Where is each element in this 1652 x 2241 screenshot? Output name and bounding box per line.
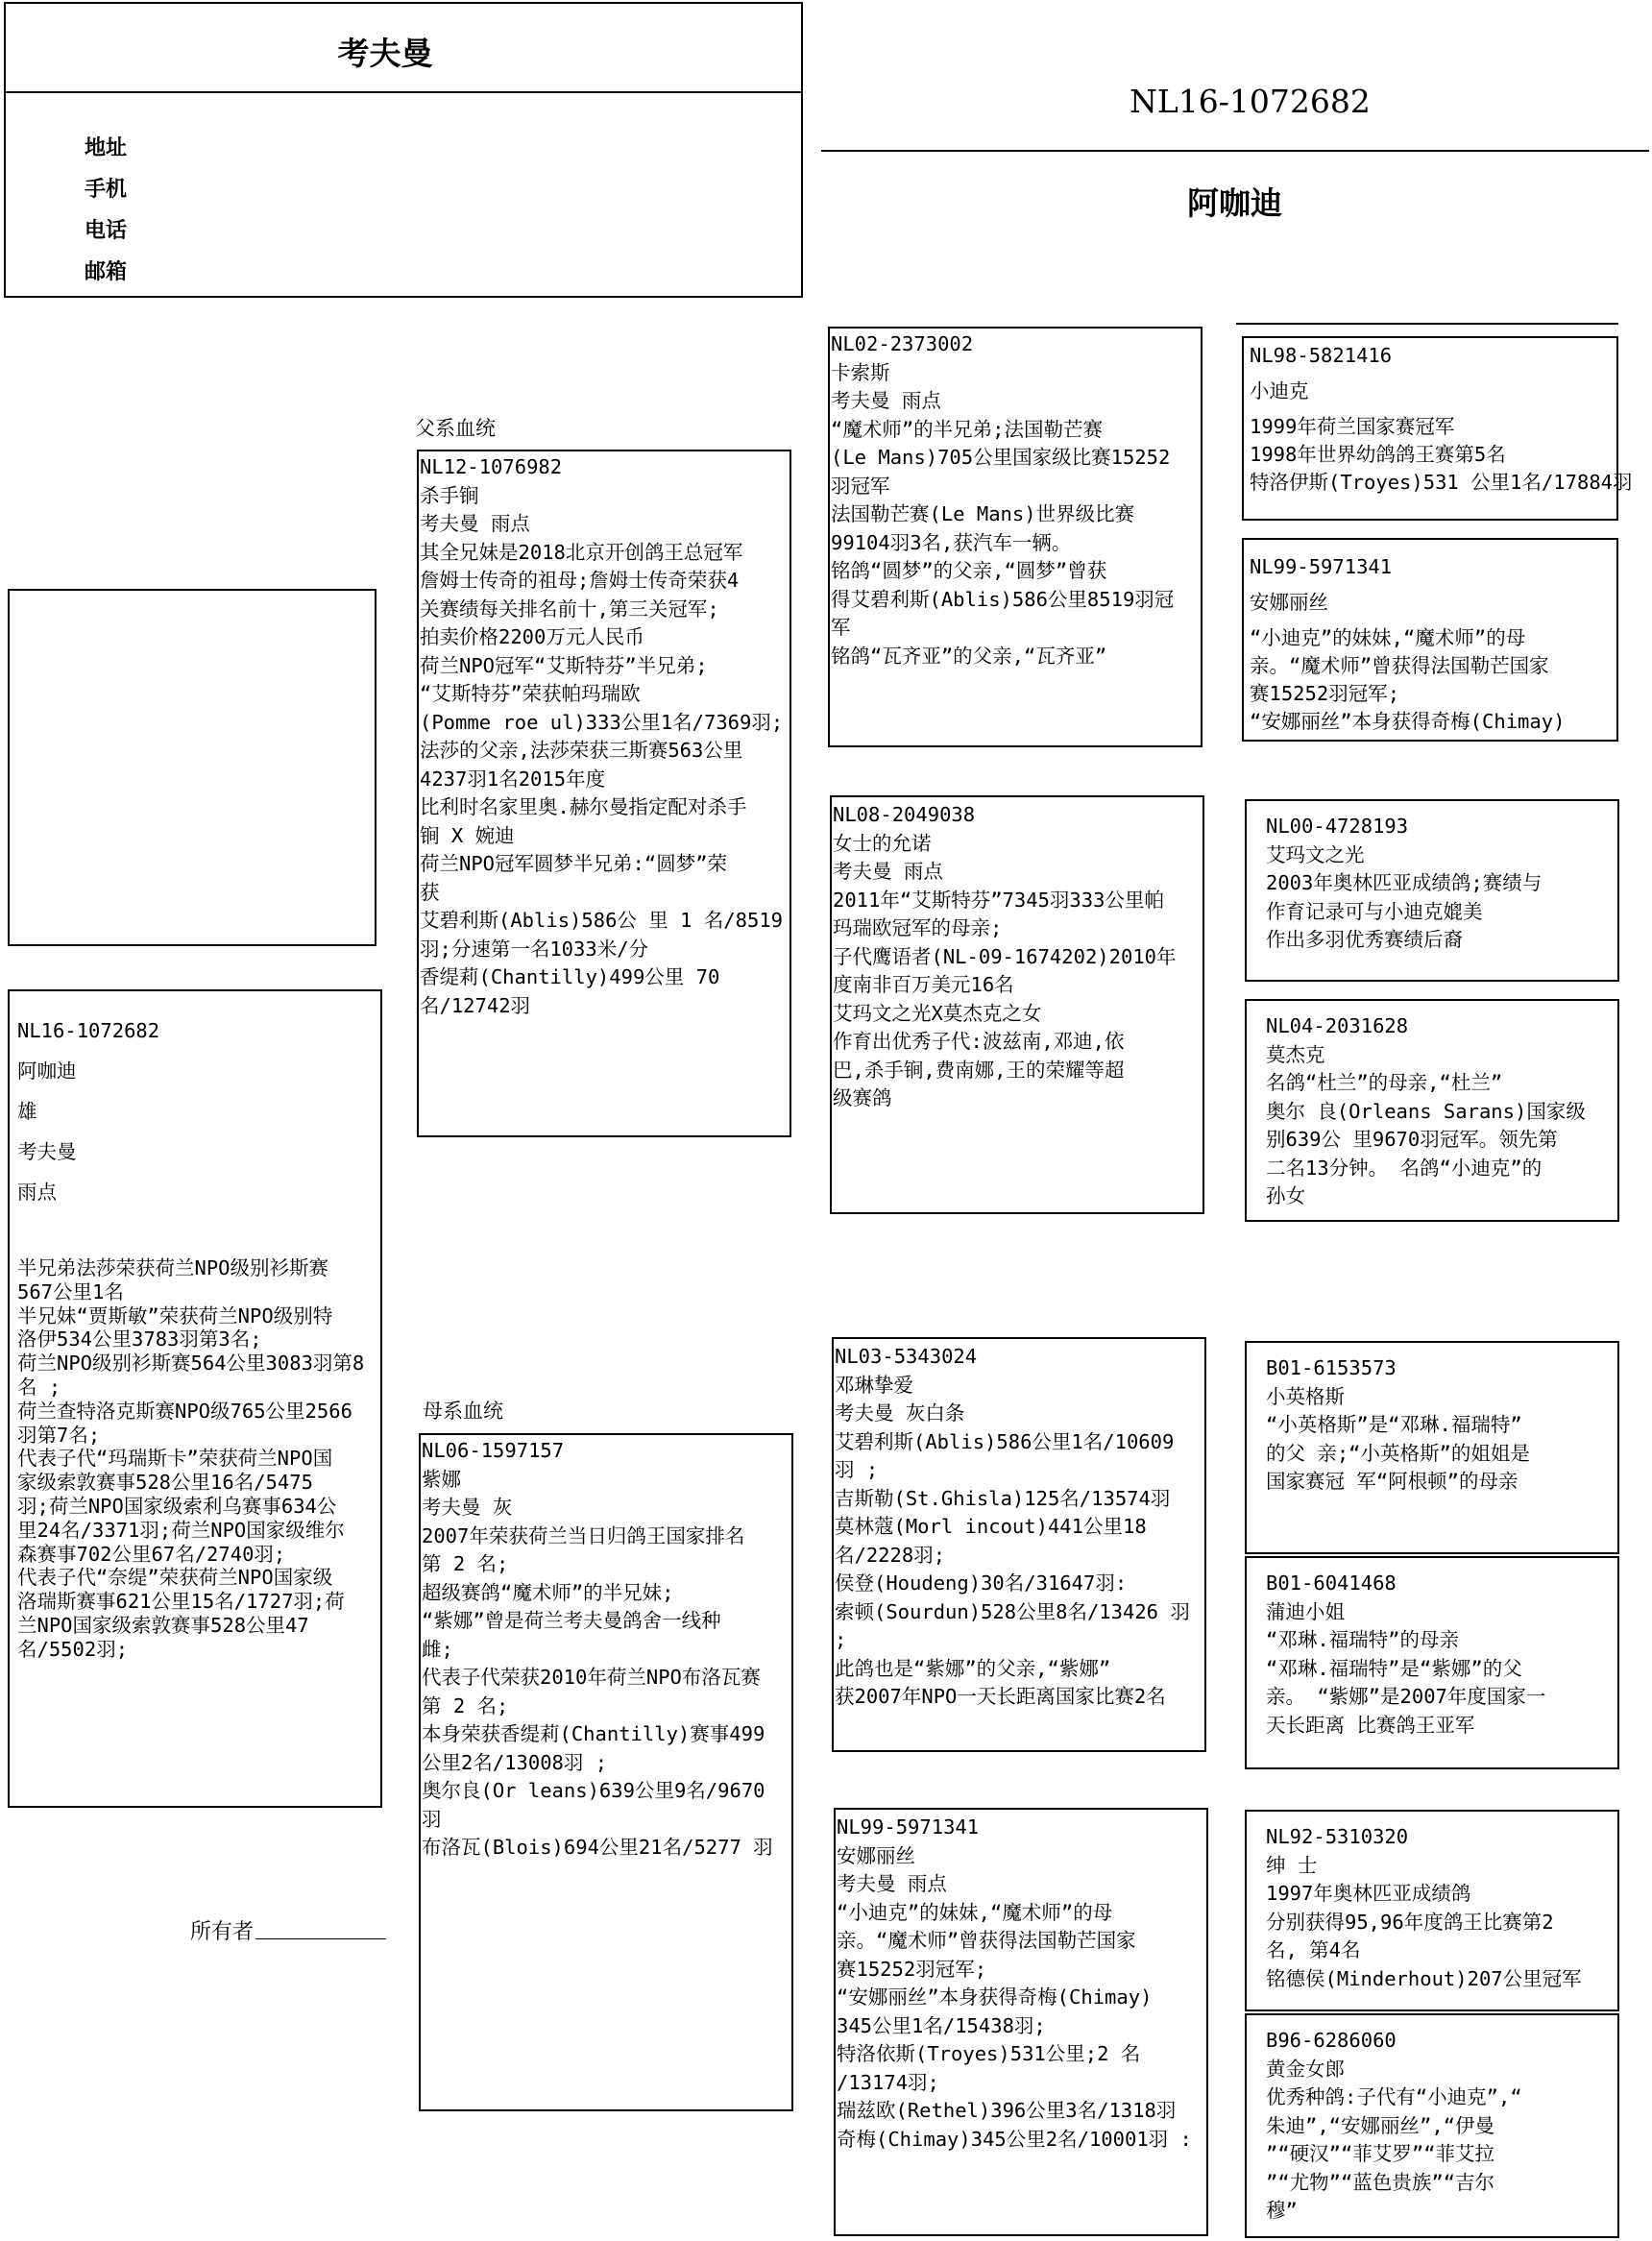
note-line: “魔术师”的半兄弟;法国勒芒赛	[831, 417, 1104, 441]
dss-card	[1245, 1341, 1619, 1554]
ssd-card	[1242, 538, 1618, 742]
subject-note-line: 名 ;	[17, 1375, 61, 1399]
note-line: 侯登(Houdeng)30名/31647羽:	[835, 1571, 1128, 1595]
subject-breeder: 考夫曼	[17, 1140, 77, 1163]
owner-name: 考夫曼	[337, 35, 433, 72]
note-line: 2007年荣获荷兰当日归鸽王国家排名	[422, 1523, 745, 1547]
subject-ring: NL16-1072682	[17, 1019, 160, 1042]
note-line: 名/12742羽	[420, 993, 531, 1017]
note-line: 特洛依斯(Troyes)531公里;2 名	[837, 2042, 1141, 2065]
note-line: (Le Mans)705公里国家级比赛15252	[831, 446, 1171, 469]
dd-card	[834, 1808, 1208, 2236]
note-line: /13174羽;	[837, 2070, 939, 2094]
note-line: 羽 ;	[835, 1458, 879, 1481]
ring-number: NL03-5343024	[835, 1345, 978, 1368]
subject-note-line: 兰NPO国家级索敦赛事528公里47	[17, 1613, 309, 1637]
sds-card	[1245, 799, 1619, 982]
ss-lines	[831, 330, 1174, 670]
pigeon-name: 黄金女郎	[1266, 2057, 1345, 2081]
ring-number: NL08-2049038	[833, 803, 976, 826]
note-line: 艾碧利斯(Ablis)586公里1名/10609	[835, 1429, 1175, 1453]
gen4-top-rule	[1236, 323, 1618, 325]
note-line: 作出多羽优秀赛绩后裔	[1266, 928, 1463, 951]
note-line: 詹姆士传奇的祖母;詹姆士传奇荣获4	[420, 569, 740, 592]
note-line: 吉斯勒(St.Ghisla)125名/13574羽	[835, 1486, 1171, 1510]
ring-number: NL04-2031628	[1266, 1014, 1409, 1037]
note-line: 度南非百万美元16名	[833, 973, 1014, 996]
note-line: “安娜丽丝”本身获得奇梅(Chimay)	[837, 1985, 1153, 2009]
note-line: 公里2名/13008羽 ;	[422, 1750, 608, 1774]
note-line: 作育记录可与小迪克媲美	[1266, 899, 1483, 923]
note-line: “小英格斯”是“邓琳.福瑞特”	[1266, 1413, 1522, 1436]
dds-card	[1245, 1810, 1619, 2011]
note-line: 亲。“魔术师”曾获得法国勒芒国家	[837, 1929, 1136, 1952]
note-line: 奥尔 良(Orleans Sarans)国家级	[1266, 1099, 1586, 1123]
note-line: 作育出优秀子代:波兹南,邓迪,依	[833, 1030, 1125, 1053]
sdd-lines	[1266, 1012, 1586, 1211]
note-line: 关赛绩每关排名前十,第三关冠军;	[420, 597, 719, 621]
note-line: 第 2 名;	[422, 1693, 509, 1717]
note-line: 穆”	[1266, 2199, 1298, 2222]
note-line: “邓琳.福瑞特”是“紫娜”的父	[1266, 1656, 1522, 1680]
note-line: 子代鹰语者(NL-09-1674202)2010年	[833, 944, 1177, 968]
note-line: 瑞兹欧(Rethel)396公里3名/1318羽	[837, 2099, 1177, 2122]
subject-note-line: 代表子代“玛瑞斯卡”荣获荷兰NPO国	[17, 1447, 333, 1471]
note-line: 二名13分钟。 名鸽“小迪克”的	[1266, 1156, 1543, 1180]
note-line: 4237羽1名2015年度	[420, 767, 606, 791]
ds-card	[832, 1337, 1206, 1752]
pigeon-name: 莫杰克	[1266, 1042, 1325, 1066]
note-line: 玛瑞欧冠军的母亲;	[833, 916, 1003, 939]
owner-field-mobile: 手机	[85, 178, 128, 202]
note-line: “紫娜”曾是荷兰考夫曼鸽舍一线种	[422, 1609, 721, 1632]
dsd-lines	[1266, 1570, 1545, 1740]
note-line: 亲。“魔术师”曾获得法国勒芒国家	[1250, 654, 1549, 677]
ring-number: B01-6153573	[1266, 1356, 1397, 1379]
pigeon-name: 卡索斯	[831, 360, 890, 384]
sds-lines	[1266, 813, 1542, 955]
pigeon-name: 安娜丽丝	[837, 1843, 915, 1867]
note-line: 朱迪”,“安娜丽丝”,“伊曼	[1266, 2113, 1495, 2137]
note-line: 孙女	[1266, 1184, 1305, 1207]
note-line: 99104羽3名,获汽车一辆。	[831, 530, 1072, 554]
owner-block	[4, 2, 803, 298]
header-pigeon-name: 阿咖迪	[1187, 184, 1282, 222]
pigeon-name: 小迪克	[1250, 379, 1309, 402]
owner-field-email: 邮箱	[85, 260, 128, 284]
sire-line-label: 父系血统	[415, 417, 496, 440]
sd-lines	[833, 801, 1177, 1113]
ring-number: NL98-5821416	[1250, 344, 1393, 367]
ss-card	[828, 327, 1203, 747]
note-line: 别639公 里9670羽冠军。领先第	[1266, 1128, 1558, 1151]
note-line: 铭德侯(Minderhout)207公里冠军	[1266, 1966, 1582, 1990]
note-line: 获	[420, 880, 440, 904]
note-line: “小迪克”的妹妹,“魔术师”的母	[1250, 626, 1526, 649]
note-line: 羽	[422, 1807, 442, 1831]
dsd-card	[1245, 1556, 1619, 1769]
note-line: 艾玛文之光X莫杰克之女	[833, 1001, 1042, 1025]
note-line: ”“硬汉”“菲艾罗”“菲艾拉	[1266, 2142, 1495, 2165]
sire-card	[417, 450, 791, 1137]
note-line: 特洛伊斯(Troyes)531 公里1名/17884羽	[1250, 471, 1633, 494]
subject-note-line: 567公里1名	[17, 1279, 124, 1303]
ds-lines	[835, 1343, 1190, 1712]
note-line: 得艾碧利斯(Ablis)586公里8519羽冠	[831, 587, 1175, 611]
owner-signature-label: 所有者	[190, 1920, 255, 1944]
note-line: 名/2228羽;	[835, 1543, 946, 1567]
note-line: “艾斯特芬”荣获帕玛瑞欧	[420, 682, 641, 705]
sdd-card	[1245, 999, 1619, 1222]
pigeon-name: 杀手锏	[420, 483, 479, 507]
dd-lines	[837, 1814, 1192, 2154]
dds-lines	[1266, 1823, 1582, 1993]
note-line: 铭鸽“瓦齐亚”的父亲,“瓦齐亚”	[831, 644, 1107, 668]
note-line: 拍卖价格2200万元人民币	[420, 625, 644, 648]
note-line: 奥尔良(Or leans)639公里9名/9670	[422, 1779, 765, 1802]
note-line: 羽冠军	[831, 474, 890, 498]
note-line: 获2007年NPO一天长距离国家比赛2名	[835, 1685, 1166, 1708]
note-line: 345公里1名/15438羽;	[837, 2013, 1046, 2037]
note-line: ”“尤物”“蓝色贵族”“吉尔	[1266, 2170, 1495, 2194]
pigeon-name: 绅 士	[1266, 1853, 1318, 1877]
note-line: 本身荣获香缇莉(Chantilly)赛事499	[422, 1722, 765, 1745]
note-line: 考夫曼 雨点	[420, 512, 530, 535]
note-line: 分别获得95,96年度鸽王比赛第2	[1266, 1910, 1554, 1934]
spacer	[1250, 617, 1565, 624]
ring-number: B01-6041468	[1266, 1571, 1397, 1595]
subject-card	[8, 989, 382, 1808]
subject-note-line: 荷兰NPO级别衫斯赛564公里3083羽第8	[17, 1352, 365, 1376]
header-ring-number: NL16-1072682	[1130, 83, 1371, 120]
note-line: 布洛瓦(Blois)694公里21名/5277 羽	[422, 1836, 773, 1859]
note-line: 优秀种鸽:子代有“小迪克”,“	[1266, 2085, 1522, 2108]
note-line: 法国勒芒赛(Le Mans)世界级比赛	[831, 502, 1135, 525]
note-line: 1998年世界幼鸽鸽王赛第5名	[1250, 443, 1506, 466]
dam-lines	[422, 1437, 773, 1863]
subject-note-line: 半兄弟法莎荣获荷兰NPO级别衫斯赛	[17, 1256, 329, 1279]
subject-note-line: 名/5502羽;	[17, 1637, 129, 1661]
ring-number: NL92-5310320	[1266, 1825, 1409, 1848]
ring-number: NL99-5971341	[837, 1815, 980, 1839]
note-line: 巴,杀手锏,费南娜,王的荣耀等超	[833, 1058, 1125, 1082]
note-line: 荷兰NPO冠军圆梦半兄弟:“圆梦”荣	[420, 852, 728, 875]
pigeon-name: 小英格斯	[1266, 1384, 1345, 1408]
note-line: 锏 X 婉迪	[420, 823, 515, 847]
owner-field-address: 地址	[85, 136, 128, 160]
subject-color: 雨点	[17, 1181, 57, 1204]
note-line: 亲。 “紫娜”是2007年度国家一	[1266, 1685, 1546, 1708]
ring-number: B96-6286060	[1266, 2029, 1397, 2052]
header-divider	[821, 150, 1649, 152]
subject-note-line: 家级索敦赛事528公里16名/5475	[17, 1471, 313, 1495]
note-line: 羽;分速第一名1033米/分	[420, 937, 649, 961]
note-line: 赛15252羽冠军;	[1250, 682, 1400, 705]
subject-note-line: 荷兰查特洛克斯赛NPO级765公里2566	[17, 1399, 352, 1423]
ring-number: NL02-2373002	[831, 332, 974, 355]
subject-notes	[17, 1256, 364, 1662]
note-line: 其全兄妹是2018北京开创鸽王总冠军	[420, 540, 743, 564]
note-line: 考夫曼 雨点	[831, 389, 941, 412]
sss-card	[1242, 336, 1633, 521]
pigeon-name: 蒲迪小姐	[1266, 1599, 1345, 1623]
note-line: (Pomme roe ul)333公里1名/7369羽;	[420, 710, 784, 734]
note-line: 名, 第4名	[1266, 1938, 1361, 1961]
owner-block-divider	[6, 91, 801, 93]
note-line: “邓琳.福瑞特”的母亲	[1266, 1628, 1460, 1651]
subject-header-lines	[17, 1011, 159, 1212]
note-line: 荷兰NPO冠军“艾斯特芬”半兄弟;	[420, 653, 708, 677]
spacer	[1250, 370, 1633, 378]
note-line: 考夫曼 雨点	[837, 1872, 947, 1895]
owner-field-phone: 电话	[85, 219, 128, 243]
note-line: 考夫曼 雨点	[833, 860, 943, 883]
sire-lines	[420, 453, 783, 1020]
spacer	[1250, 405, 1633, 413]
note-line: 第 2 名;	[422, 1552, 509, 1575]
subject-note-line: 羽;荷兰NPO国家级索利乌赛事634公	[17, 1494, 337, 1518]
note-line: 的父 亲;“小英格斯”的姐姐是	[1266, 1441, 1530, 1465]
sss-lines	[1250, 342, 1633, 497]
owner-signature-line[interactable]	[255, 1938, 386, 1939]
subject-note-line: 半兄妹“贾斯敏”荣获荷兰NPO级别特	[17, 1303, 333, 1328]
pigeon-name: 女士的允诺	[833, 831, 932, 855]
subject-note-line: 洛伊534公里3783羽第3名;	[17, 1328, 262, 1352]
note-line: 艾碧利斯(Ablis)586公 里 1 名/8519	[420, 909, 783, 932]
note-line: 2003年奥林匹亚成绩鸽;赛绩与	[1266, 871, 1543, 894]
note-line: 2011年“艾斯特芬”7345羽333公里帕	[833, 888, 1164, 912]
note-line: 此鸽也是“紫娜”的父亲,“紫娜”	[835, 1656, 1111, 1680]
note-line: 考夫曼 灰白条	[835, 1401, 965, 1425]
note-line: 国家赛冠 军“阿根顿”的母亲	[1266, 1470, 1518, 1493]
ring-number: NL99-5971341	[1250, 555, 1393, 578]
note-line: 法莎的父亲,法莎荣获三斯赛563公里	[420, 739, 743, 762]
note-line: 比利时名家里奥.赫尔曼指定配对杀手	[420, 795, 747, 818]
note-line: 天长距离 比赛鸽王亚军	[1266, 1713, 1475, 1737]
note-line: 索顿(Sourdun)528公里8名/13426 羽	[835, 1599, 1190, 1623]
note-line: 香缇莉(Chantilly)499公里 70	[420, 965, 720, 988]
pigeon-name: 艾玛文之光	[1266, 842, 1365, 866]
note-line: 赛15252羽冠军;	[837, 1957, 987, 1981]
ring-number: NL12-1076982	[420, 455, 563, 478]
note-line: 超级赛鸽“魔术师”的半兄妹;	[422, 1580, 674, 1604]
note-line: 莫林蔻(Morl incout)441公里18	[835, 1515, 1147, 1538]
note-line: “安娜丽丝”本身获得奇梅(Chimay)	[1250, 710, 1566, 733]
pigeon-name: 邓琳挚爱	[835, 1373, 913, 1397]
dam-card	[419, 1433, 793, 2111]
subject-note-line: 森赛事702公里67名/2740羽;	[17, 1542, 286, 1566]
note-line: 名鸽“杜兰”的母亲,“杜兰”	[1266, 1071, 1503, 1094]
ddd-card	[1245, 2013, 1619, 2238]
subject-name: 阿咖迪	[17, 1060, 77, 1083]
note-line: 考夫曼 灰	[422, 1496, 513, 1519]
ssd-lines	[1250, 553, 1565, 736]
pigeon-name: 安娜丽丝	[1250, 591, 1328, 614]
subject-sex: 雄	[17, 1100, 37, 1123]
note-line: 军	[831, 616, 851, 639]
note-line: 奇梅(Chimay)345公里2名/10001羽 :	[837, 2127, 1192, 2151]
ring-number: NL06-1597157	[422, 1439, 565, 1462]
subject-note-line: 羽第7名;	[17, 1423, 101, 1447]
sd-card	[830, 795, 1204, 1214]
ddd-lines	[1266, 2027, 1522, 2226]
subject-note-line: 里24名/3371羽;荷兰NPO国家级维尔	[17, 1518, 345, 1542]
subject-note-line: 洛瑞斯赛事621公里15名/1727羽;荷	[17, 1590, 345, 1614]
note-line: 1997年奥林匹亚成绩鸽	[1266, 1882, 1471, 1905]
note-line: 雌;	[422, 1637, 453, 1661]
photo-placeholder	[8, 589, 377, 946]
note-line: 级赛鸽	[833, 1086, 892, 1109]
note-line: ;	[835, 1628, 847, 1651]
pigeon-name: 紫娜	[422, 1467, 461, 1491]
dss-lines	[1266, 1354, 1530, 1497]
note-line: 铭鸽“圆梦”的父亲,“圆梦”曾获	[831, 559, 1107, 582]
note-line: “小迪克”的妹妹,“魔术师”的母	[837, 1900, 1113, 1924]
subject-note-line: 代表子代“奈缇”荣获荷兰NPO国家级	[17, 1566, 333, 1590]
spacer	[1250, 581, 1565, 589]
dam-line-label: 母系血统	[423, 1400, 503, 1423]
ring-number: NL00-4728193	[1266, 815, 1409, 838]
note-line: 1999年荷兰国家赛冠军	[1250, 415, 1455, 438]
note-line: 代表子代荣获2010年荷兰NPO布洛瓦赛	[422, 1666, 761, 1689]
